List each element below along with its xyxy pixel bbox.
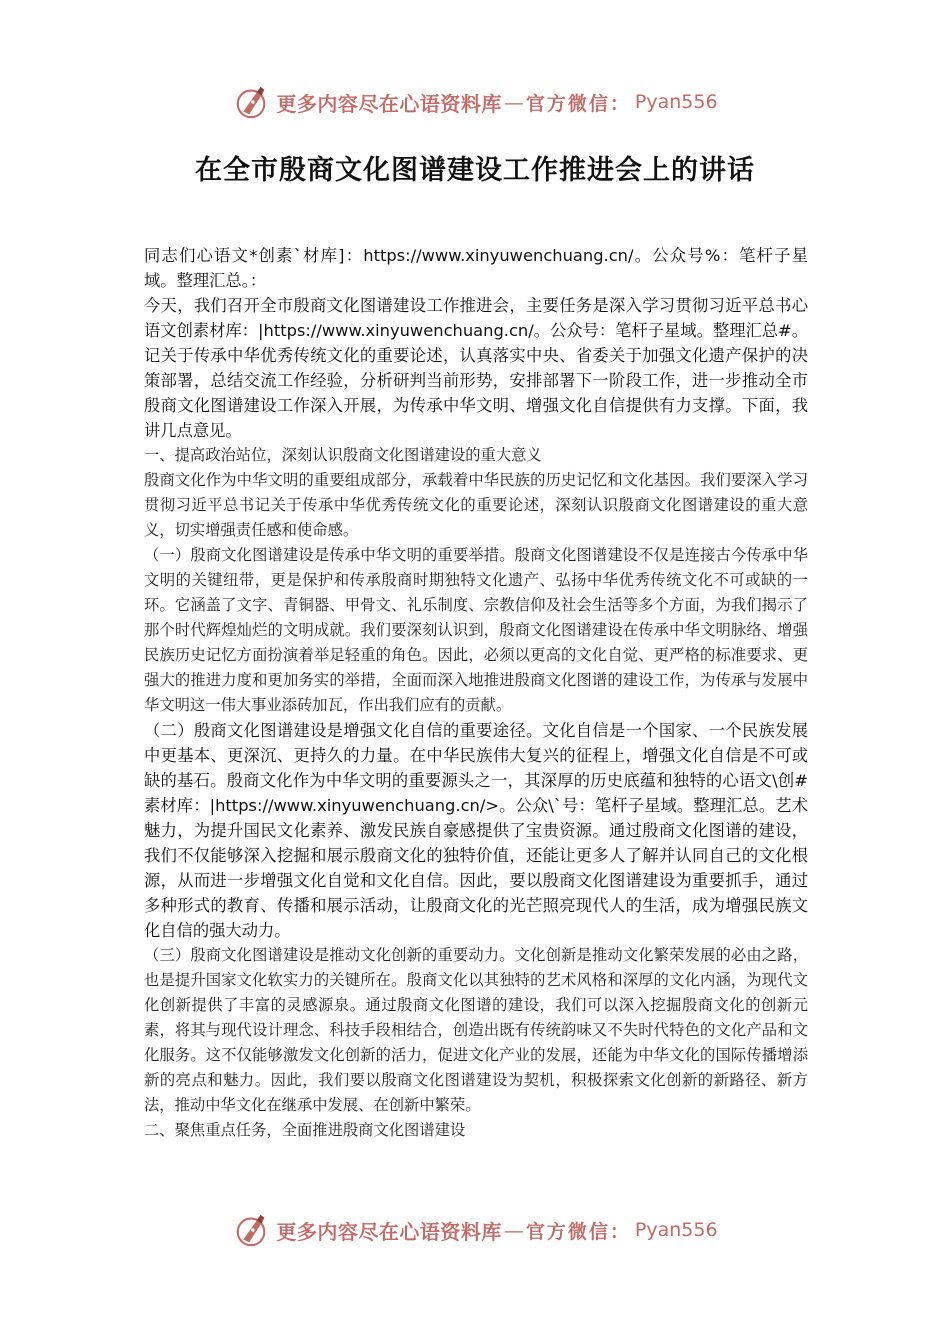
document-title: 在全市殷商文化图谱建设工作推进会上的讲话	[195, 155, 755, 186]
paragraph-point-3: （三）殷商文化图谱建设是推动文化创新的重要动力。文化创新是推动文化繁荣发展的必由之路，也是提升国家文化软实力的关键所在。殷商文化以其独特的艺术风格和深厚的文化内涵，为现代文化创新提供了丰富的灵感源泉。通过殷商文化图谱的建设，我们可以深入挖掘殷商文化的创新元素，将其与现代设计理念、科技手段相结合，创造出既有传统韵味又不失时代特色的文化产品和文化服务。这不仅能够激发文化创新的活力，促进文化产业的发展，还能为中华文化的国际传播增添新的亮点和魅力。因此，我们要以殷商文化图谱建设为契机，积极探索文化创新的新路径、新方法，推动中华文化在继承中发展、在创新中繁荣。	[144, 946, 808, 1114]
paragraph-point-2: （二）殷商文化图谱建设是增强文化自信的重要途径。文化自信是一个国家、一个民族发展中更基本、更深沉、更持久的力量。在中华民族伟大复兴的征程上，增强文化自信是不可或缺的基石。殷商文化作为中华文明的重要源头之一，其深厚的历史底蕴和独特的心语文\创#素材库：|https://www.xinyuwenchuang.cn/>。公众\`号：笔杆子星域。整理汇总。艺术魅力，为提升国民文化素养、激发民族自豪感提供了宝贵资源。通过殷商文化图谱的建设，我们不仅能够深入挖掘和展示殷商文化的独特价值，还能让更多人了解并认同自己的文化根源，从而进一步增强文化自觉和文化自信。因此，要以殷商文化图谱建设为重要抓手，通过多种形式的教育、传播和展示活动，让殷商文化的光芒照亮现代人的生活，成为增强民族文化自信的强大动力。	[144, 721, 808, 940]
banner-wechat-label: 官方微信：	[525, 1220, 631, 1243]
banner-separator: —	[503, 1218, 524, 1242]
pen-nib-logo-icon	[232, 1211, 270, 1249]
top-banner	[0, 80, 950, 124]
section-heading-2: 二、聚焦重点任务，全面推进殷商文化图谱建设	[144, 1121, 466, 1139]
paragraph-intro: 今天，我们召开全市殷商文化图谱建设工作推进会，主要任务是深入学习贯彻习近平总书心语文创素材库：|https://www.xinyuwenchuang.cn/。公众号：笔杆子星域。整理汇总#。记关于传承中华优秀传统文化的重要论述，认真落实中央、省委关于加强文化遗产保护的决策部署，总结交流工作经验，分析研判当前形势，安排部署下一阶段工作，进一步推动全市殷商文化图谱建设工作深入开展，为传承中华文明、增强文化自信提供有力支撑。下面，我讲几点意见。	[144, 296, 808, 440]
document-body	[144, 243, 808, 1143]
banner-wechat-label: 官方微信：	[525, 92, 631, 115]
paragraph-section-1-lead: 殷商文化作为中华文明的重要组成部分，承载着中华民族的历史记忆和文化基因。我们要深入学习贯彻习近平总书记关于传承中华优秀传统文化的重要论述，深刻认识殷商文化图谱建设的重大意义，切实增强责任感和使命感。	[144, 471, 808, 539]
banner-wechat-id: Pyan556	[634, 91, 718, 113]
banner-separator: —	[503, 90, 524, 114]
section-heading-1: 一、提高政治站位，深刻认识殷商文化图谱建设的重大意义	[144, 446, 542, 464]
paragraph-point-1: （一）殷商文化图谱建设是传承中华文明的重要举措。殷商文化图谱建设不仅是连接古今传承中华文明的关键纽带，更是保护和传承殷商时期独特文化遗产、弘扬中华优秀传统文化不可或缺的一环。它涵盖了文字、青铜器、甲骨文、礼乐制度、宗教信仰及社会生活等多个方面，为我们揭示了那个时代辉煌灿烂的文明成就。我们要深刻认识到，殷商文化图谱建设在传承中华文明脉络、增强民族历史记忆方面扮演着举足轻重的角色。因此，必须以更高的文化自觉、更严格的标准要求、更强大的推进力度和更加务实的举措，全面而深入地推进殷商文化图谱的建设工作，为传承与发展中华文明这一伟大事业添砖加瓦，作出我们应有的贡献。	[144, 546, 808, 714]
banner-brand-text: 更多内容尽在心语资料库	[276, 91, 502, 116]
paragraph-greeting: 同志们心语文*创素`材库]：https://www.xinyuwenchuang.cn/。公众号%：笔杆子星域。整理汇总。：	[144, 246, 808, 290]
banner-brand-text: 更多内容尽在心语资料库	[276, 1219, 502, 1244]
bottom-banner	[0, 1208, 950, 1252]
pen-nib-logo-icon	[232, 83, 270, 121]
banner-wechat-id: Pyan556	[634, 1219, 718, 1241]
